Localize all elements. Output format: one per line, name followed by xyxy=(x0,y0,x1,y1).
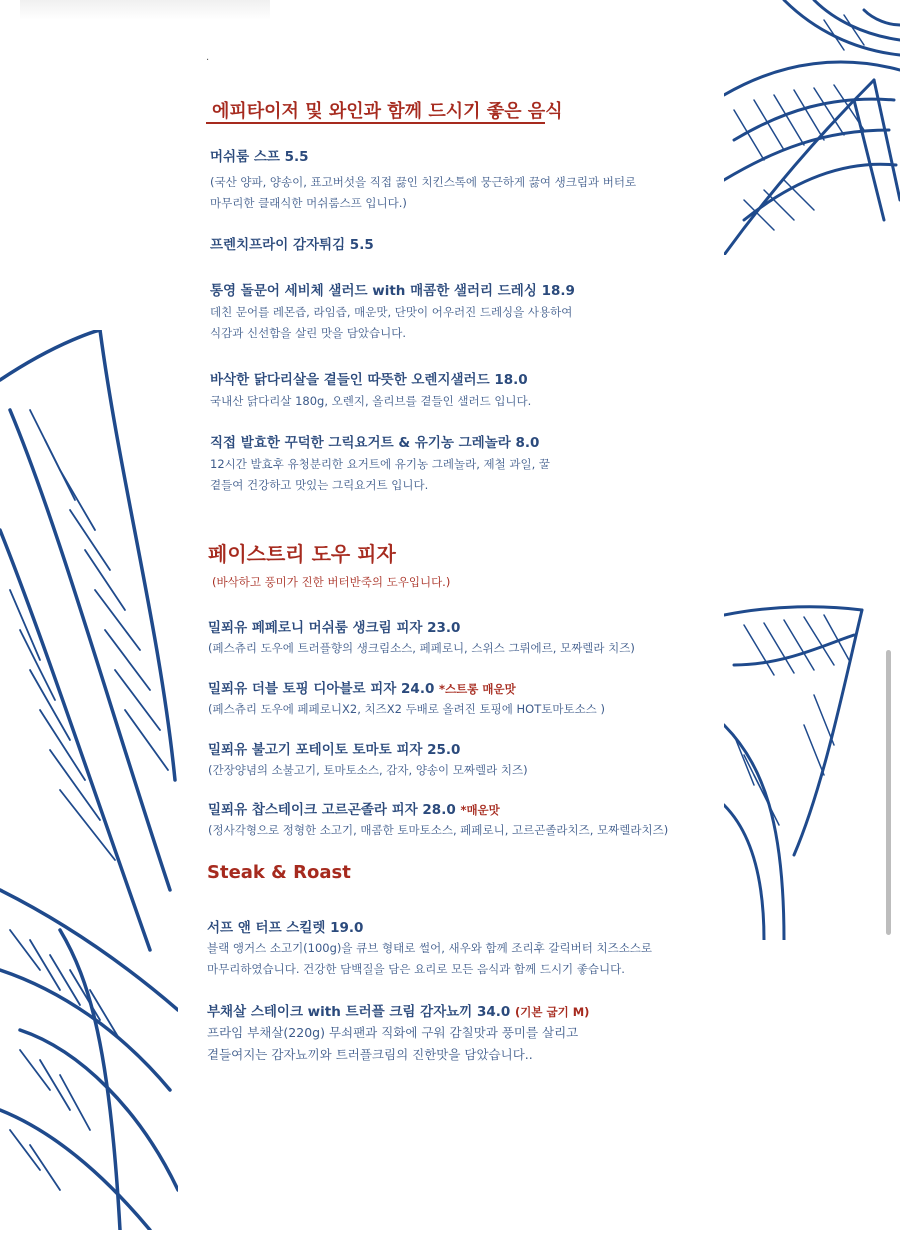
menu-item xyxy=(208,740,528,781)
menu-item xyxy=(210,281,575,344)
section-underline xyxy=(206,122,545,124)
item-name: 밀푀유 페페로니 머쉬룸 생크림 피자 23.0 xyxy=(208,620,461,636)
item-desc: (국산 양파, 양송이, 표고버섯을 직접 끓인 치킨스톡에 뭉근하게 끓여 생크림과 버터로 xyxy=(210,175,637,189)
menu-item xyxy=(208,679,605,720)
item-desc: (페스츄리 도우에 트러플향의 생크림소스, 페페로니, 스위스 그뤼에르, 모짜렐라 치즈) xyxy=(208,641,635,655)
item-name: 밀푀유 더블 토핑 디아블로 피자 24.0 xyxy=(208,681,435,697)
item-desc: (정사각형으로 정형한 소고기, 매콤한 토마토소스, 페페로니, 고르곤졸라치즈, 모짜렐라치즈) xyxy=(208,823,669,837)
item-name: 서프 앤 터프 스킬렛 19.0 xyxy=(207,920,364,936)
section-note: (바삭하고 풍미가 진한 버터반죽의 도우입니다.) xyxy=(212,575,451,589)
item-desc: 12시간 발효후 유청분리한 요거트에 유기농 그레놀라, 제철 과일, 꿀 xyxy=(210,457,551,471)
item-desc: 국내산 닭다리살 180g, 오렌지, 올리브를 곁들인 샐러드 입니다. xyxy=(210,394,532,408)
item-name: 직접 발효한 꾸덕한 그릭요거트 & 유기농 그레놀라 8.0 xyxy=(210,435,540,451)
doneness-tag: (기본 굽기 M) xyxy=(515,1005,590,1019)
item-desc: 곁들여 건강하고 맛있는 그릭요거트 입니다. xyxy=(210,478,429,492)
item-desc: 식감과 신선함을 살린 맛을 담았습니다. xyxy=(210,326,407,340)
menu-item xyxy=(208,800,668,841)
item-desc: 데친 문어를 레몬즙, 라임즙, 매운맛, 단맛이 어우러진 드레싱을 사용하여 xyxy=(210,305,573,319)
item-name: 부채살 스테이크 with 트러플 크림 감자뇨끼 34.0 xyxy=(207,1004,511,1020)
item-name: 밀푀유 찹스테이크 고르곤졸라 피자 28.0 xyxy=(208,802,456,818)
item-name: 머쉬룸 스프 5.5 xyxy=(210,149,309,165)
menu-item xyxy=(210,370,531,412)
item-desc: 마무리한 클래식한 머쉬룸스프 입니다.) xyxy=(210,196,407,210)
spicy-tag: *스트롱 매운맛 xyxy=(439,682,516,696)
menu-item xyxy=(207,918,652,980)
item-desc: 블랙 앵거스 소고기(100g)을 큐브 형태로 썰어, 새우와 함께 조리후 갈릭버터 치즈소스로 xyxy=(207,941,653,955)
item-desc: 프라임 부채살(220g) 무쇠팬과 직화에 구워 감칠맛과 풍미를 살리고 xyxy=(207,1025,579,1040)
menu-item xyxy=(210,147,636,214)
menu-item xyxy=(210,235,374,255)
item-name: 바삭한 닭다리살을 곁들인 따뜻한 오렌지샐러드 18.0 xyxy=(210,372,528,388)
section-title-appetizers: 에피타이저 및 와인과 함께 드시기 좋은 음식 xyxy=(212,101,563,122)
spicy-tag: *매운맛 xyxy=(460,803,500,817)
section-title-steak: Steak & Roast xyxy=(207,862,351,883)
menu-item xyxy=(208,618,635,659)
item-desc: 곁들여지는 감자뇨끼와 트러플크림의 진한맛을 담았습니다.. xyxy=(207,1047,533,1062)
item-desc: 마무리하였습니다. 건강한 담백질을 담은 요리로 모든 음식과 함께 드시기 좋습니다. xyxy=(207,962,625,976)
item-name: 밀푀유 불고기 포테이토 토마토 피자 25.0 xyxy=(208,742,461,758)
menu-item xyxy=(207,1002,589,1066)
item-name: 프렌치프라이 감자튀김 5.5 xyxy=(210,237,374,253)
menu-item xyxy=(210,433,550,496)
page-dot: . xyxy=(206,52,210,63)
item-desc: (간장양념의 소불고기, 토마토소스, 감자, 양송이 모짜렐라 치즈) xyxy=(208,763,528,777)
item-desc: (페스츄리 도우에 페페로니X2, 치즈X2 두배로 올려진 토핑에 HOT토마토소스 ) xyxy=(208,702,605,716)
section-title-pizza: 페이스트리 도우 피자 xyxy=(208,542,396,566)
item-name: 통영 돌문어 세비체 샐러드 with 매콤한 샐러리 드레싱 18.9 xyxy=(210,283,575,299)
